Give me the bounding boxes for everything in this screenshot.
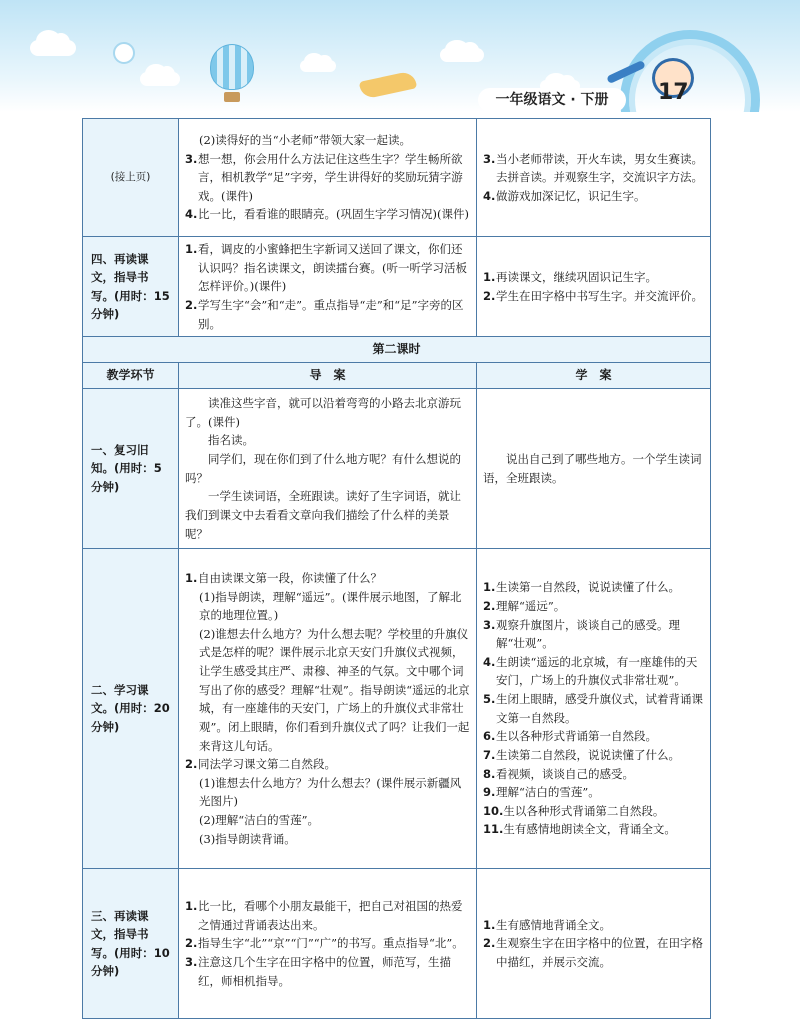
item-text: 学生在田字格中书写生字。并交流评价。 <box>496 288 703 303</box>
item-text: 注意这几个生字在田字格中的位置，师范写，生描红，师相机指导。 <box>198 954 451 988</box>
item-number: 3. <box>483 617 496 632</box>
item-text: 生观察生字在田字格中的位置，在田字格中描红，并展示交流。 <box>496 936 703 969</box>
stage-cell: 四、再读课文，指导书写。(用时：15 分钟) <box>83 237 179 337</box>
paragraph: 指名读。 <box>208 433 254 448</box>
item-text: 生以各种形式背诵第一自然段。 <box>496 729 657 744</box>
list-item <box>483 783 704 802</box>
glider-icon <box>359 70 418 99</box>
item-number: 1. <box>185 899 198 914</box>
guide-cell <box>179 389 477 549</box>
list-item <box>185 296 470 333</box>
item-number: 5. <box>483 692 496 706</box>
list-item <box>483 578 704 597</box>
study-cell <box>477 549 711 869</box>
balloon-basket-icon <box>224 92 240 102</box>
list-item <box>483 916 704 935</box>
list-item <box>483 727 704 746</box>
table-row <box>83 549 711 869</box>
list-item <box>185 150 470 206</box>
hot-air-balloon-icon <box>210 44 254 90</box>
study-cell <box>477 237 711 337</box>
item-text: (1)指导朗读，理解“遥远”。(课件展示地图，了解北京的地理位置。) <box>199 589 462 623</box>
guide-cell <box>179 119 477 237</box>
item-number: 3. <box>185 151 198 166</box>
item-text: 比一比，看哪个小朋友最能干，把自己对祖国的热爱之情通过背诵表达出来。 <box>198 899 463 932</box>
list-item <box>185 811 470 830</box>
item-text: (2)读得好的当“小老师”带领大家一起读。 <box>199 132 412 147</box>
list-item <box>185 830 470 849</box>
study-cell <box>477 869 711 1019</box>
item-text: 比一比，看看谁的眼睛亮。(巩固生字学习情况)(课件) <box>198 207 469 222</box>
section-title: 第二课时 <box>83 337 711 363</box>
item-text: 再读课文，继续巩固识记生字。 <box>496 269 657 284</box>
item-text: 指导生字“北”“京”“门”“广”的书写。重点指导“北”。 <box>198 936 464 951</box>
column-header-study: 学 案 <box>477 363 711 389</box>
paragraph: 读准这些字音，就可以沿着弯弯的小路去北京游玩了。(课件) <box>185 396 461 429</box>
list-item <box>185 569 470 588</box>
item-text: 生有感情地背诵全文。 <box>496 917 611 932</box>
item-number: 1. <box>483 917 496 932</box>
item-number: 1. <box>483 580 496 595</box>
guide-cell <box>179 869 477 1019</box>
list-item <box>483 187 704 206</box>
column-header-guide: 导 案 <box>179 363 477 389</box>
item-text: (2)理解“洁白的雪莲”。 <box>199 813 320 828</box>
list-item <box>483 802 704 821</box>
study-cell <box>477 119 711 237</box>
list-item <box>483 597 704 616</box>
item-text: (3)指导朗读背诵。 <box>199 831 296 846</box>
table-row <box>83 869 711 1019</box>
item-text: 生有感情地朗读全文，背诵全文。 <box>503 822 676 837</box>
guide-cell <box>179 549 477 869</box>
item-number: 1. <box>483 269 496 284</box>
item-text: 自由读课文第一段，你读懂了什么？ <box>198 570 382 585</box>
item-number: 6. <box>483 729 496 744</box>
item-number: 7. <box>483 747 496 762</box>
cloud-decoration <box>440 48 484 62</box>
item-text: 生以各种形式背诵第二自然段。 <box>503 803 665 818</box>
list-item <box>185 205 470 224</box>
list-item <box>185 953 470 990</box>
paragraph: 说出自己到了哪些地方。一个学生读词语，全班跟读。 <box>483 452 702 485</box>
item-number: 3. <box>185 954 198 969</box>
list-item <box>185 240 470 296</box>
item-number: 4. <box>483 188 496 203</box>
cloud-decoration <box>30 40 76 56</box>
list-item <box>185 131 470 150</box>
table-row <box>83 119 711 237</box>
item-number: 1. <box>185 570 198 585</box>
item-text: (1)谁想去什么地方？为什么想去？(课件展示新疆风光图片) <box>199 775 462 809</box>
item-number: 3. <box>483 151 496 166</box>
section-row <box>83 337 711 363</box>
cloud-decoration <box>140 72 180 86</box>
item-text: 生朗读“遥远的北京城，有一座雄伟的天安门，广场上的升旗仪式非常壮观”。 <box>496 654 698 688</box>
stage-cell: 三、再读课文，指导书写。(用时：10 分钟) <box>83 869 179 1019</box>
item-number: 9. <box>483 785 496 800</box>
item-text: 生读第二自然段，说说读懂了什么。 <box>496 747 680 762</box>
item-text: 想一想，你会用什么方法记住这些生字？学生畅所欲言，相机教学“足”字旁，学生讲得好的奖励玩猜字游戏。(课件) <box>198 151 463 203</box>
list-item <box>185 774 470 811</box>
list-item <box>483 653 704 690</box>
paragraph: 一学生读词语，全班跟读。读好了生字词语，就让我们到课文中去看看文章向我们描绘了什么样的美景呢？ <box>185 489 461 541</box>
item-number: 11. <box>483 822 504 837</box>
list-item <box>185 755 470 774</box>
book-title: 一年级语文 · 下册 <box>478 88 626 112</box>
list-item <box>483 616 704 653</box>
item-number: 2. <box>483 288 496 303</box>
paragraph: 同学们，现在你们到了什么地方呢？有什么想说的吗？ <box>185 452 461 485</box>
item-text: 生读第一自然段，说说读懂了什么。 <box>496 580 680 595</box>
column-header-row <box>83 363 711 389</box>
item-text: 看，调皮的小蜜蜂把生字新词又送回了课文，你们还认识吗？指名读课文，朗读擂台赛。(听一听学习活板怎样评价。)(课件) <box>198 242 467 294</box>
list-item <box>483 287 704 306</box>
list-item <box>483 820 704 839</box>
item-text: 当小老师带读，开火车读，男女生赛读。去拼音读。并观察生字，交流识字方法。 <box>496 151 703 185</box>
item-text: 同法学习课文第二自然段。 <box>198 757 336 772</box>
item-text: 做游戏加深记忆，识记生字。 <box>496 188 646 203</box>
list-item <box>185 588 470 625</box>
list-item <box>185 625 470 755</box>
lesson-plan-table <box>82 118 711 1019</box>
item-text: 学写生字“会”和“走”。重点指导“走”和“足”字旁的区别。 <box>198 297 464 331</box>
table-row <box>83 237 711 337</box>
item-number: 10. <box>483 803 504 818</box>
list-item <box>185 934 470 953</box>
item-number: 2. <box>483 598 496 613</box>
list-item <box>483 746 704 765</box>
stage-cell: 二、学习课文。(用时：20 分钟) <box>83 549 179 869</box>
item-number: 4. <box>483 654 496 669</box>
item-number: 2. <box>185 757 198 772</box>
item-number: 2. <box>483 936 496 951</box>
item-text: 理解“遥远”。 <box>496 598 566 613</box>
list-item <box>483 765 704 784</box>
guide-cell <box>179 237 477 337</box>
stage-cell: 一、复习旧知。(用时：5 分钟) <box>83 389 179 549</box>
list-item <box>483 150 704 187</box>
item-number: 4. <box>185 207 198 222</box>
item-text: 看视频，谈谈自己的感受。 <box>496 766 634 781</box>
list-item <box>483 268 704 287</box>
item-number: 8. <box>483 766 496 781</box>
list-item <box>483 690 704 727</box>
table-row <box>83 389 711 549</box>
item-text: 生闭上眼睛，感受升旗仪式，试着背诵课文第一自然段。 <box>496 692 703 725</box>
item-text: 观察升旗图片，谈谈自己的感受。理解“壮观”。 <box>496 617 680 651</box>
page-number: 17 <box>658 80 689 105</box>
column-header-stage: 教学环节 <box>83 363 179 389</box>
header-banner <box>0 0 800 112</box>
item-number: 1. <box>185 242 198 256</box>
sun-icon <box>113 42 135 64</box>
item-number: 2. <box>185 297 198 312</box>
item-number: 2. <box>185 936 198 951</box>
stage-cell: (接上页) <box>83 119 179 237</box>
study-cell <box>477 389 711 549</box>
item-text: 理解“洁白的雪莲”。 <box>496 785 600 800</box>
item-text: (2)谁想去什么地方？为什么想去呢？学校里的升旗仪式是怎样的呢？课件展示北京天安门升旗仪式视频，让学生感受其庄严、肃穆、神圣的气氛。文中哪个词写出了你的感受？理解“壮观”。指导朗读“遥远的北京城，有一座雄伟的天安门，广场上的升旗仪式非常壮观”。闭上眼睛，你们看到升旗仪式了吗？让我们一起来背这儿句话。 <box>199 626 470 753</box>
cloud-decoration <box>300 60 336 72</box>
list-item <box>185 897 470 934</box>
list-item <box>483 934 704 971</box>
